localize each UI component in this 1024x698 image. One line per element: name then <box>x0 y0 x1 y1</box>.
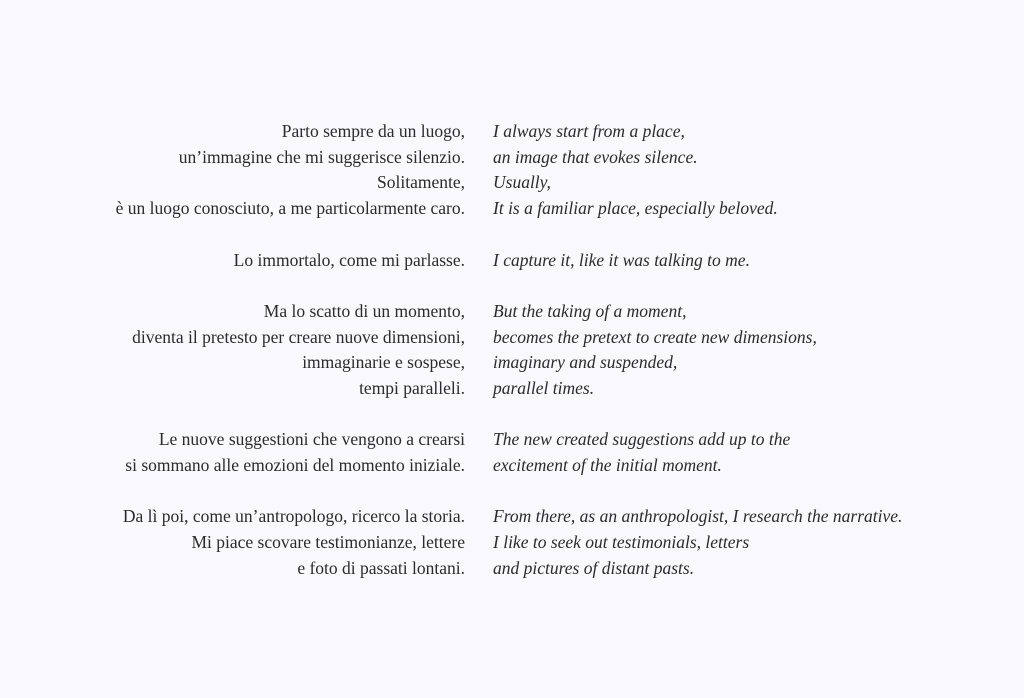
english-stanza-3 <box>493 299 902 402</box>
italian-line: Parto sempre da un luogo, <box>281 121 465 141</box>
italian-line: diventa il pretesto per creare nuove dimensioni, <box>132 326 465 347</box>
english-line: becomes the pretext to create new dimensions, <box>493 326 817 347</box>
english-line: It is a familiar place, especially beloved. <box>493 198 778 219</box>
english-line: and pictures of distant pasts. <box>493 557 695 578</box>
english-stanza-1 <box>493 119 902 222</box>
english-stanza-5 <box>493 504 902 581</box>
italian-line: Solitamente, <box>377 172 465 193</box>
italian-line: Mi piace scovare testimonianze, lettere <box>191 532 465 553</box>
italian-line: Ma lo scatto di un momento, <box>263 300 465 321</box>
italian-stanza-2 <box>116 248 465 274</box>
italian-line: è un luogo conosciuto, a me particolarmente caro. <box>115 198 465 219</box>
english-line: I like to seek out testimonials, letters <box>493 532 750 553</box>
italian-stanza-4 <box>116 427 465 478</box>
italian-line: un’immagine che mi suggerisce silenzio. <box>178 146 465 167</box>
english-stanza-2 <box>493 248 902 274</box>
english-line: parallel times. <box>493 378 595 398</box>
italian-line: Lo immortalo, come mi parlasse. <box>233 249 465 270</box>
italian-text-column <box>116 119 465 607</box>
english-line: Usually, <box>493 172 551 193</box>
english-line: But the taking of a moment, <box>493 300 687 321</box>
italian-line: tempi paralleli. <box>359 378 465 398</box>
english-line: From there, as an anthropologist, I research the narrative. <box>493 506 903 527</box>
italian-line: immaginarie e sospese, <box>302 352 465 373</box>
italian-stanza-3 <box>116 299 465 402</box>
italian-stanza-1 <box>116 119 465 222</box>
english-line: I always start from a place, <box>493 121 685 141</box>
english-text-column <box>493 119 902 607</box>
english-line: an image that evokes silence. <box>493 146 698 167</box>
italian-line: Le nuove suggestioni che vengono a crearsi <box>158 429 465 450</box>
english-stanza-4 <box>493 427 902 478</box>
english-line: imaginary and suspended, <box>493 352 678 373</box>
english-line: I capture it, like it was talking to me. <box>493 249 750 270</box>
english-line: The new created suggestions add up to the <box>493 429 791 450</box>
italian-stanza-5 <box>116 504 465 581</box>
english-line: excitement of the initial moment. <box>493 455 722 476</box>
italian-line: si sommano alle emozioni del momento iniziale. <box>125 455 465 476</box>
italian-line: e foto di passati lontani. <box>297 557 465 578</box>
italian-line: Da lì poi, come un’antropologo, ricerco la storia. <box>122 506 465 527</box>
